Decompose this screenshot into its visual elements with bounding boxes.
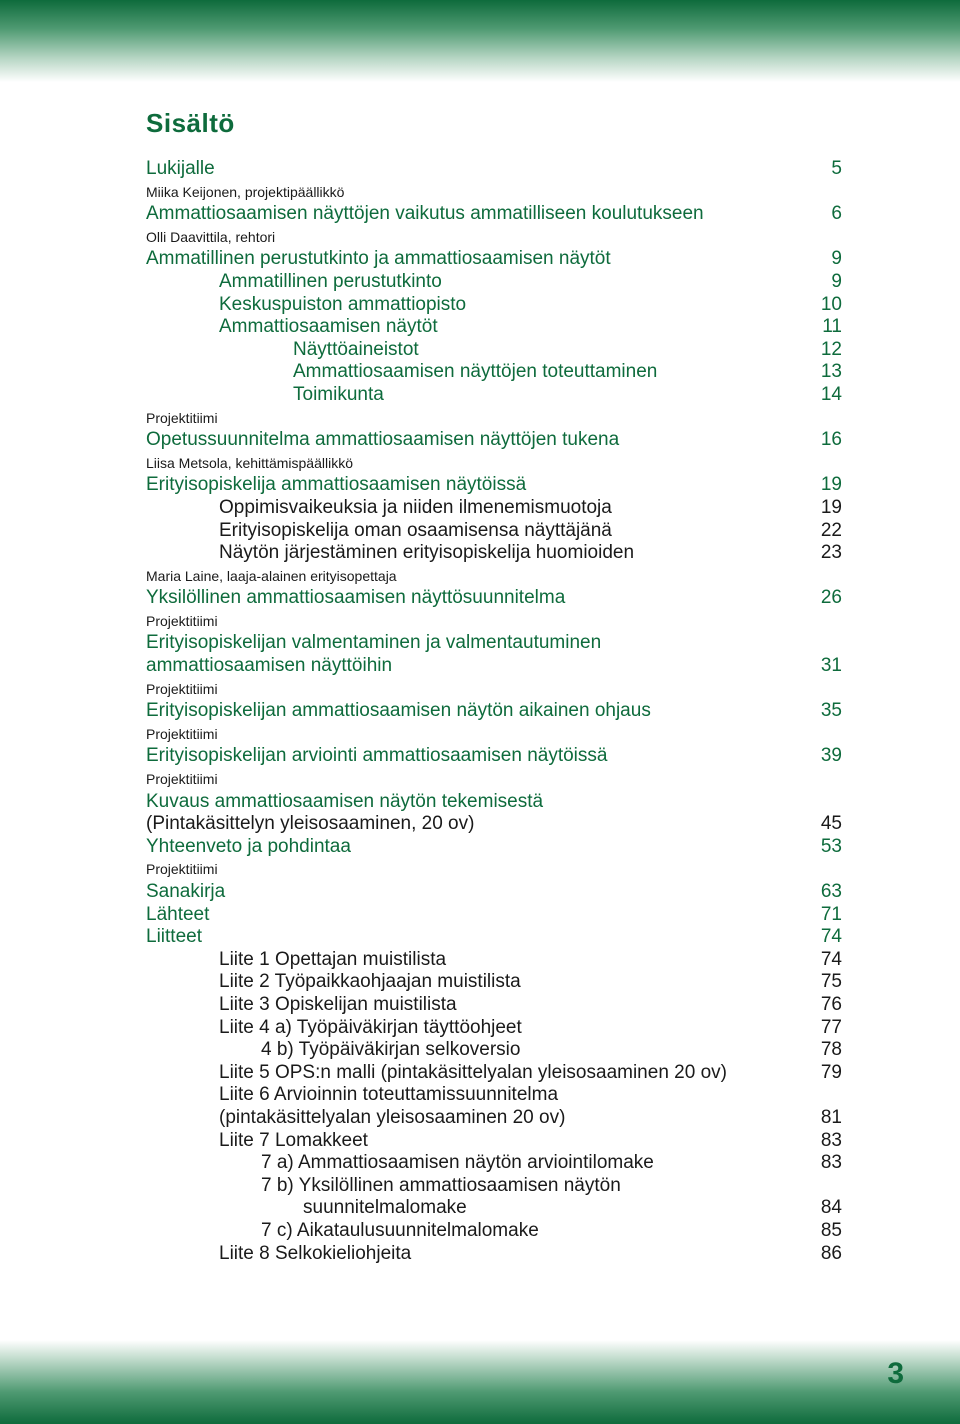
toc-entry-title: Ammatillinen perustutkinto (219, 270, 442, 292)
toc-entry-page: 83 (820, 1152, 842, 1174)
toc-entry[interactable] (146, 1062, 846, 1085)
toc-entry-title: Kuvaus ammattiosaamisen näytön tekemisestä (146, 790, 544, 812)
toc-entry-title: 7 a) Ammattiosaamisen näytön arviointilomake (261, 1152, 654, 1174)
toc-entry-title: Erityisopiskelijan arviointi ammattiosaamisen näytöissä (146, 745, 608, 767)
toc-entry[interactable] (146, 429, 846, 452)
toc-entry[interactable] (146, 181, 846, 204)
toc-entry-page: 63 (820, 881, 842, 902)
toc-entry[interactable] (146, 407, 846, 430)
toc-entry[interactable] (146, 1243, 846, 1266)
toc-entry-title: Projektitiimi (146, 725, 218, 742)
toc-entry[interactable] (146, 791, 846, 814)
toc-entry-title: Erityisopiskelijan valmentaminen ja valmentautuminen (146, 632, 602, 654)
toc-entry-title: Näytön järjestäminen erityisopiskelija huomioiden (219, 542, 635, 564)
toc-entry[interactable] (146, 949, 846, 972)
toc-entry[interactable] (146, 723, 846, 746)
toc-entry-title: (pintakäsittelyalan yleisosaaminen 20 ov) (219, 1106, 566, 1128)
toc-entry-title: Erityisopiskelija ammattiosaamisen näytöissä (146, 474, 527, 496)
toc-entry-title: Maria Laine, laaja-alainen erityisopettaja (146, 567, 397, 584)
toc-entry[interactable] (146, 294, 846, 317)
toc-entry[interactable] (146, 452, 846, 475)
toc-entry-page: 10 (820, 293, 842, 315)
toc-entry-page: 9 (831, 270, 842, 292)
toc-entry-title: Lukijalle (146, 158, 215, 179)
toc-entry[interactable] (146, 1197, 846, 1220)
page-title: Sisältö (146, 108, 235, 138)
toc-entry-title: Ammattiosaamisen näyttöjen vaikutus ammatilliseen koulutukseen (146, 203, 704, 225)
table-of-contents (146, 158, 846, 1265)
toc-entry[interactable] (146, 587, 846, 610)
toc-entry[interactable] (146, 203, 846, 226)
toc-entry-title: Projektitiimi (146, 680, 218, 697)
toc-entry-title: Yksilöllinen ammattiosaamisen näyttösuunnitelma (146, 587, 566, 609)
toc-entry-title: Lähteet (146, 903, 210, 925)
toc-entry[interactable] (146, 271, 846, 294)
toc-entry-page: 23 (820, 542, 842, 564)
toc-entry-title: ammattiosaamisen näyttöihin (146, 655, 393, 677)
toc-entry-title: suunnitelmalomake (303, 1197, 467, 1219)
toc-entry[interactable] (146, 1152, 846, 1175)
toc-entry-page: 74 (820, 948, 842, 970)
toc-entry-title: (Pintakäsittelyn yleisosaaminen, 20 ov) (146, 813, 475, 835)
toc-entry[interactable] (146, 361, 846, 384)
toc-entry-title: Opetussuunnitelma ammattiosaamisen näyttöjen tukena (146, 429, 620, 451)
toc-entry[interactable] (146, 1175, 846, 1198)
toc-entry-title: Yhteenveto ja pohdintaa (146, 835, 351, 857)
toc-entry[interactable] (146, 1107, 846, 1130)
toc-entry-title: Toimikunta (293, 383, 384, 405)
toc-entry-title: Projektitiimi (146, 409, 218, 426)
toc-entry[interactable] (146, 316, 846, 339)
toc-entry-page: 9 (831, 248, 842, 270)
toc-entry-title: Keskuspuiston ammattiopisto (219, 293, 467, 315)
toc-entry-page: 11 (822, 316, 842, 338)
toc-entry-page: 45 (820, 813, 842, 835)
toc-entry-title: 4 b) Työpäiväkirjan selkoversio (261, 1039, 521, 1061)
toc-entry[interactable] (146, 1084, 846, 1107)
toc-entry-page: 14 (820, 383, 842, 405)
toc-entry-title: 7 b) Yksilöllinen ammattiosaamisen näytön (261, 1174, 621, 1196)
toc-entry[interactable] (146, 745, 846, 768)
toc-entry-page: 71 (820, 903, 842, 925)
toc-entry[interactable] (146, 926, 846, 949)
toc-entry-page: 85 (820, 1219, 842, 1241)
toc-entry[interactable] (146, 565, 846, 588)
toc-entry[interactable] (146, 1017, 846, 1040)
toc-entry[interactable] (146, 542, 846, 565)
toc-entry-title: Ammatillinen perustutkinto ja ammattiosaamisen näytöt (146, 248, 611, 270)
toc-entry[interactable] (146, 158, 846, 181)
toc-entry[interactable] (146, 339, 846, 362)
toc-entry-title: Olli Daavittila, rehtori (146, 228, 276, 245)
toc-entry[interactable] (146, 971, 846, 994)
toc-entry-page: 12 (820, 338, 842, 360)
toc-entry[interactable] (146, 678, 846, 701)
toc-entry-title: Liite 5 OPS:n malli (pintakäsittelyalan yleisosaaminen 20 ov) (219, 1061, 727, 1083)
toc-entry[interactable] (146, 813, 846, 836)
toc-entry-title: Oppimisvaikeuksia ja niiden ilmenemismuotoja (219, 496, 612, 518)
toc-entry[interactable] (146, 497, 846, 520)
toc-entry[interactable] (146, 1039, 846, 1062)
toc-entry-title: Liite 1 Opettajan muistilista (219, 948, 447, 970)
toc-entry-page: 19 (820, 496, 842, 518)
toc-entry-page: 22 (820, 519, 842, 541)
toc-entry[interactable] (146, 700, 846, 723)
toc-entry-page: 31 (820, 655, 842, 677)
toc-entry-page: 84 (820, 1197, 842, 1219)
toc-entry-page: 75 (820, 971, 842, 993)
toc-entry[interactable] (146, 994, 846, 1017)
toc-entry-title: Ammattiosaamisen näyttöjen toteuttaminen (293, 361, 658, 383)
toc-entry[interactable] (146, 904, 846, 927)
toc-entry-page: 16 (820, 429, 842, 451)
toc-entry-title: Liite 8 Selkokieliohjeita (219, 1242, 412, 1264)
toc-entry-title: Erityisopiskelijan ammattiosaamisen näytön aikainen ohjaus (146, 700, 651, 722)
top-gradient-band (0, 0, 960, 82)
toc-entry-page: 39 (820, 745, 842, 767)
toc-entry[interactable] (146, 632, 846, 655)
toc-entry-title: Liisa Metsola, kehittämispäällikkö (146, 454, 353, 471)
toc-entry-page: 6 (831, 203, 842, 225)
toc-entry-page: 35 (820, 700, 842, 722)
toc-entry[interactable] (146, 610, 846, 633)
toc-entry-page: 86 (820, 1242, 842, 1264)
toc-entry-title: Ammattiosaamisen näytöt (219, 316, 438, 338)
toc-entry-page: 53 (820, 835, 842, 857)
toc-entry-title: Projektitiimi (146, 861, 218, 878)
toc-entry-title: Liite 3 Opiskelijan muistilista (219, 993, 457, 1015)
toc-entry-page: 83 (820, 1129, 842, 1151)
toc-entry[interactable] (146, 768, 846, 791)
toc-entry-page: 19 (820, 474, 842, 496)
toc-entry-title: Liitteet (146, 926, 202, 948)
toc-entry-page: 81 (820, 1106, 842, 1128)
toc-entry-title: Näyttöaineistot (293, 338, 419, 360)
page-number: 3 (887, 1357, 904, 1390)
toc-entry-page: 74 (820, 926, 842, 948)
toc-entry-page: 78 (820, 1039, 842, 1061)
toc-entry-title: Liite 7 Lomakkeet (219, 1129, 368, 1151)
toc-entry-title: Liite 4 a) Työpäiväkirjan täyttöohjeet (219, 1016, 522, 1038)
toc-entry-title: Miika Keijonen, projektipäällikkö (146, 183, 345, 200)
toc-entry-title: 7 c) Aikataulusuunnitelmalomake (261, 1219, 539, 1241)
toc-entry-title: Sanakirja (146, 881, 226, 902)
toc-entry-title: Projektitiimi (146, 771, 218, 788)
toc-entry[interactable] (146, 226, 846, 249)
toc-entry-page: 77 (820, 1016, 842, 1038)
toc-entry[interactable] (146, 384, 846, 407)
toc-entry[interactable] (146, 1130, 846, 1153)
toc-entry-title: Erityisopiskelija oman osaamisensa näyttäjänä (219, 519, 612, 541)
toc-entry[interactable] (146, 1220, 846, 1243)
bottom-gradient-band (0, 1340, 960, 1424)
toc-entry[interactable] (146, 858, 846, 881)
toc-entry-title: Liite 2 Työpaikkaohjaajan muistilista (219, 971, 521, 993)
toc-entry[interactable] (146, 520, 846, 543)
toc-entry-page: 79 (820, 1061, 842, 1083)
toc-entry-page: 5 (831, 158, 842, 179)
toc-entry-title: Liite 6 Arvioinnin toteuttamissuunnitelma (219, 1084, 559, 1106)
toc-entry[interactable] (146, 836, 846, 859)
toc-entry-page: 26 (820, 587, 842, 609)
toc-entry[interactable] (146, 474, 846, 497)
toc-entry-page: 76 (820, 993, 842, 1015)
toc-entry[interactable] (146, 881, 846, 904)
toc-entry-title: Projektitiimi (146, 612, 218, 629)
toc-entry[interactable] (146, 655, 846, 678)
toc-entry[interactable] (146, 248, 846, 271)
toc-entry-page: 13 (820, 361, 842, 383)
